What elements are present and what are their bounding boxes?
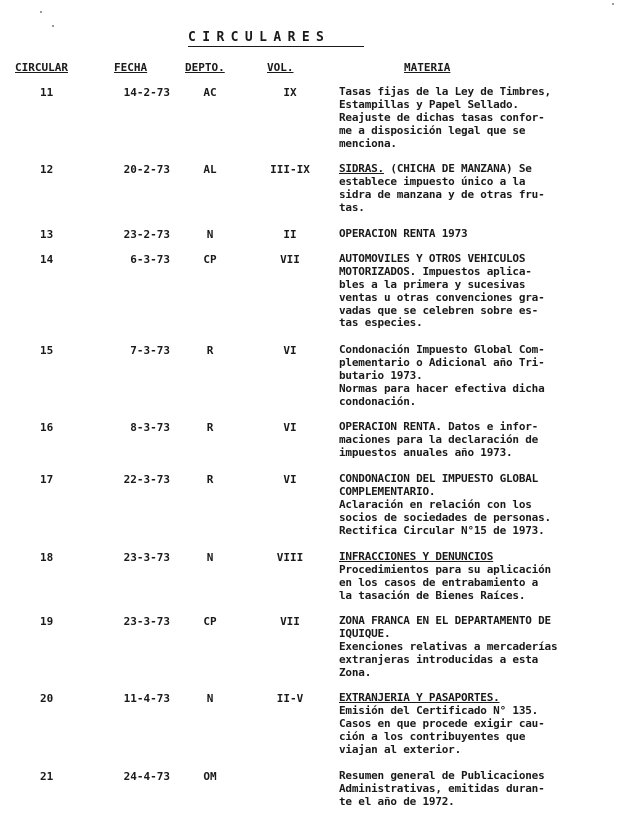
materia-line: OPERACION RENTA 1973 [339, 227, 468, 240]
materia-heading: INFRACCIONES Y DENUNCIOS [339, 550, 494, 563]
fecha-cell: 14-2-73 [123, 86, 170, 99]
materia-line: AUTOMOVILES Y OTROS VEHICULOS [339, 252, 526, 265]
materia-line: bles a la primera y sucesivas [339, 277, 526, 291]
header-materia: MATERIA [404, 61, 451, 74]
materia-cell [339, 615, 624, 679]
materia-line: Normas para hacer efectiva dicha [339, 381, 545, 395]
materia-line: sidra de manzana y de otras fru- [339, 187, 545, 201]
materia-line: establece impuesto único a la [339, 174, 526, 188]
materia-cell [339, 228, 624, 241]
circular-number: 12 [40, 163, 54, 176]
materia-cell [339, 551, 624, 603]
materia-cell [339, 163, 624, 215]
materia-line: extranjeras introducidas a esta [339, 652, 539, 666]
depto-cell: N [206, 228, 214, 241]
fecha-cell: 20-2-73 [123, 163, 170, 176]
materia-line: Zona. [339, 665, 372, 679]
materia-line: en los casos de entrabamiento a [339, 575, 539, 589]
depto-cell: CP [203, 615, 217, 628]
materia-line: maciones para la declaración de [339, 432, 539, 446]
vol-cell: II-V [276, 692, 304, 705]
materia-line: Resumen general de Publicaciones [339, 769, 545, 782]
fecha-cell: 22-3-73 [123, 473, 170, 486]
materia-line: ZONA FRANCA EN EL DEPARTAMENTO DE [339, 614, 551, 627]
vol-cell: VII [280, 615, 300, 628]
scan-speck [40, 11, 42, 13]
materia-line: plementario o Adicional año Tri- [339, 355, 545, 369]
materia-line: MOTORIZADOS. Impuestos aplica- [339, 264, 532, 278]
materia-line: Estampillas y Papel Sellado. [339, 97, 519, 111]
fecha-cell: 7-3-73 [130, 344, 170, 357]
materia-cell [339, 344, 624, 408]
circular-number: 15 [40, 344, 54, 357]
materia-line: Emisión del Certificado N° 135. [339, 703, 539, 717]
depto-cell: R [206, 344, 214, 357]
materia-line: tas especies. [339, 316, 423, 330]
materia-line: menciona. [339, 136, 397, 150]
materia-line: Casos en que procede exigir cau- [339, 716, 545, 730]
depto-cell: AC [203, 86, 217, 99]
circular-number: 17 [40, 473, 54, 486]
depto-cell: CP [203, 253, 217, 266]
materia-line: OPERACION RENTA. Datos e infor- [339, 420, 539, 433]
materia-heading: EXTRANJERIA Y PASAPORTES. [339, 691, 500, 704]
fecha-cell: 8-3-73 [130, 421, 170, 434]
vol-cell: III-IX [270, 163, 310, 176]
circular-number: 20 [40, 692, 54, 705]
materia-line: ción a los contribuyentes que [339, 729, 526, 743]
vol-cell: IX [283, 86, 297, 99]
materia-line: Procedimientos para su aplicación [339, 562, 551, 576]
materia-line: IQUIQUE. [339, 626, 391, 640]
header-fecha: FECHA [114, 61, 148, 74]
scan-speck [612, 3, 614, 5]
depto-cell: R [206, 421, 214, 434]
materia-line: ventas u otras convenciones gra- [339, 290, 545, 304]
circular-number: 19 [40, 615, 54, 628]
circular-number: 21 [40, 770, 54, 783]
materia-line: Tasas fijas de la Ley de Timbres, [339, 85, 551, 98]
materia-cell [339, 253, 624, 330]
materia-cell [339, 86, 624, 150]
header-circular: CIRCULAR [15, 61, 68, 74]
materia-line: vadas que se celebren sobre es- [339, 303, 539, 317]
materia-line: socios de sociedades de personas. [339, 510, 551, 524]
vol-cell: VI [283, 473, 297, 486]
fecha-cell: 24-4-73 [123, 770, 170, 783]
depto-cell: OM [203, 770, 217, 783]
materia-line: Rectifica Circular N°15 de 1973. [339, 523, 545, 537]
fecha-cell: 23-2-73 [123, 228, 170, 241]
vol-cell: II [283, 228, 297, 241]
materia-line: te el año de 1972. [339, 794, 455, 808]
circular-number: 14 [40, 253, 54, 266]
materia-line [339, 163, 624, 176]
vol-cell: VI [283, 344, 297, 357]
depto-cell: R [206, 473, 214, 486]
materia-cell [339, 421, 624, 460]
header-vol: VOL. [267, 61, 294, 74]
materia-line-rest: (CHICHA DE MANZANA) Se [383, 162, 532, 175]
materia-line: me a disposición legal que se [339, 123, 526, 137]
materia-line: Administrativas, emitidas duran- [339, 781, 545, 795]
materia-cell [339, 692, 624, 756]
vol-cell: VII [280, 253, 300, 266]
circular-number: 18 [40, 551, 54, 564]
fecha-cell: 23-3-73 [123, 551, 170, 564]
header-depto: DEPTO. [185, 61, 225, 74]
fecha-cell: 23-3-73 [123, 615, 170, 628]
materia-line [339, 551, 624, 564]
materia-line: COMPLEMENTARIO. [339, 484, 436, 498]
circular-number: 16 [40, 421, 54, 434]
fecha-cell: 6-3-73 [130, 253, 170, 266]
materia-line: Aclaración en relación con los [339, 497, 532, 511]
materia-line: condonación. [339, 394, 417, 408]
depto-cell: N [206, 692, 214, 705]
materia-line: impuestos anuales año 1973. [339, 445, 513, 459]
materia-line: Reajuste de dichas tasas confor- [339, 110, 545, 124]
materia-line: viajan al exterior. [339, 742, 462, 756]
depto-cell: N [206, 551, 214, 564]
fecha-cell: 11-4-73 [123, 692, 170, 705]
materia-cell [339, 770, 624, 809]
materia-line: butario 1973. [339, 368, 423, 382]
materia-line: Exenciones relativas a mercaderías [339, 639, 558, 653]
materia-cell [339, 473, 624, 537]
scan-speck [52, 25, 54, 27]
circular-number: 13 [40, 228, 54, 241]
materia-line: la tasación de Bienes Raíces. [339, 588, 526, 602]
vol-cell: VIII [276, 551, 304, 564]
materia-line: Condonación Impuesto Global Com- [339, 343, 545, 356]
vol-cell: VI [283, 421, 297, 434]
page-title: CIRCULARES [188, 31, 364, 47]
materia-line [339, 692, 624, 705]
materia-line: tas. [339, 200, 365, 214]
circular-number: 11 [40, 86, 54, 99]
materia-line: CONDONACION DEL IMPUESTO GLOBAL [339, 472, 539, 485]
materia-heading: SIDRAS. [339, 162, 384, 175]
depto-cell: AL [203, 163, 217, 176]
